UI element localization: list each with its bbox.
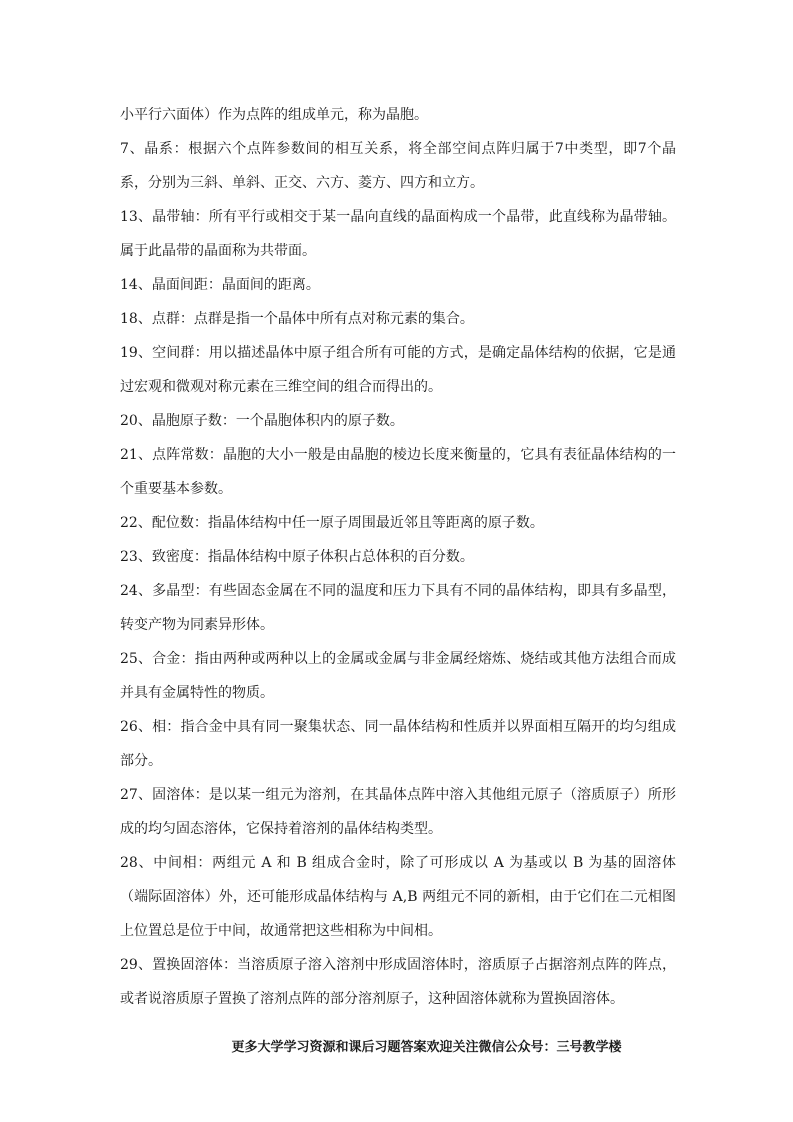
paragraph-lattice-constant: 21、点阵常数：晶胞的大小一般是由晶胞的棱边长度来衡量的，它具有表征晶体结构的一个重要基本参数。 [120,447,676,497]
paragraph-point-group: 18、点群：点群是指一个晶体中所有点对称元素的集合。 [120,311,474,327]
paragraph-interplanar-spacing: 14、晶面间距：晶面间的距离。 [120,277,320,293]
page-footer: 更多大学学习资源和课后习题答案欢迎关注微信公众号：三号教学楼 [231,1040,622,1055]
paragraph-phase: 26、相：指合金中具有同一聚集状态、同一晶体结构和性质并以界面相互隔开的均匀组成部分。 [120,719,676,769]
paragraph-unit-cell-cont: 小平行六面体）作为点阵的组成单元，称为晶胞。 [120,107,428,123]
paragraph-zone-axis: 13、晶带轴：所有平行或相交于某一晶向直线的晶面构成一个晶带，此直线称为晶带轴。属于此晶带的晶面称为共带面。 [120,209,676,259]
paragraph-intermediate-phase: 28、中间相：两组元 A 和 B 组成合金时，除了可形成以 A 为基或以 B 为基的固溶体（端际固溶体）外，还可能形成晶体结构与 A,B 两组元不同的新相，由于它们在二元相图上位置总是位于中间，故通常把这些相称为中间相。 [120,855,676,939]
paragraph-atoms-per-cell: 20、晶胞原子数：一个晶胞体积内的原子数。 [120,413,404,429]
paragraph-packing-factor: 23、致密度：指晶体结构中原子体积占总体积的百分数。 [120,549,474,565]
paragraph-substitutional-solid-solution: 29、置换固溶体：当溶质原子溶入溶剂中形成固溶体时，溶质原子占据溶剂点阵的阵点，或者说溶质原子置换了溶剂点阵的部分溶剂原子，这种固溶体就称为置换固溶体。 [120,957,676,1007]
paragraph-polymorphism: 24、多晶型：有些固态金属在不同的温度和压力下具有不同的晶体结构，即具有多晶型，转变产物为同素异形体。 [120,583,676,633]
paragraph-alloy: 25、合金：指由两种或两种以上的金属或金属与非金属经熔炼、烧结或其他方法组合而成并具有金属特性的物质。 [120,651,676,701]
paragraph-solid-solution: 27、固溶体：是以某一组元为溶剂，在其晶体点阵中溶入其他组元原子（溶质原子）所形成的均匀固态溶体，它保持着溶剂的晶体结构类型。 [120,787,676,837]
paragraph-coordination-number: 22、配位数：指晶体结构中任一原子周围最近邻且等距离的原子数。 [120,515,544,531]
paragraph-space-group: 19、空间群：用以描述晶体中原子组合所有可能的方式，是确定晶体结构的依据，它是通过宏观和微观对称元素在三维空间的组合而得出的。 [120,345,676,395]
document-body [120,98,676,1016]
paragraph-crystal-system: 7、晶系：根据六个点阵参数间的相互关系，将全部空间点阵归属于7中类型，即7个晶系，分别为三斜、单斜、正交、六方、菱方、四方和立方。 [120,141,676,191]
